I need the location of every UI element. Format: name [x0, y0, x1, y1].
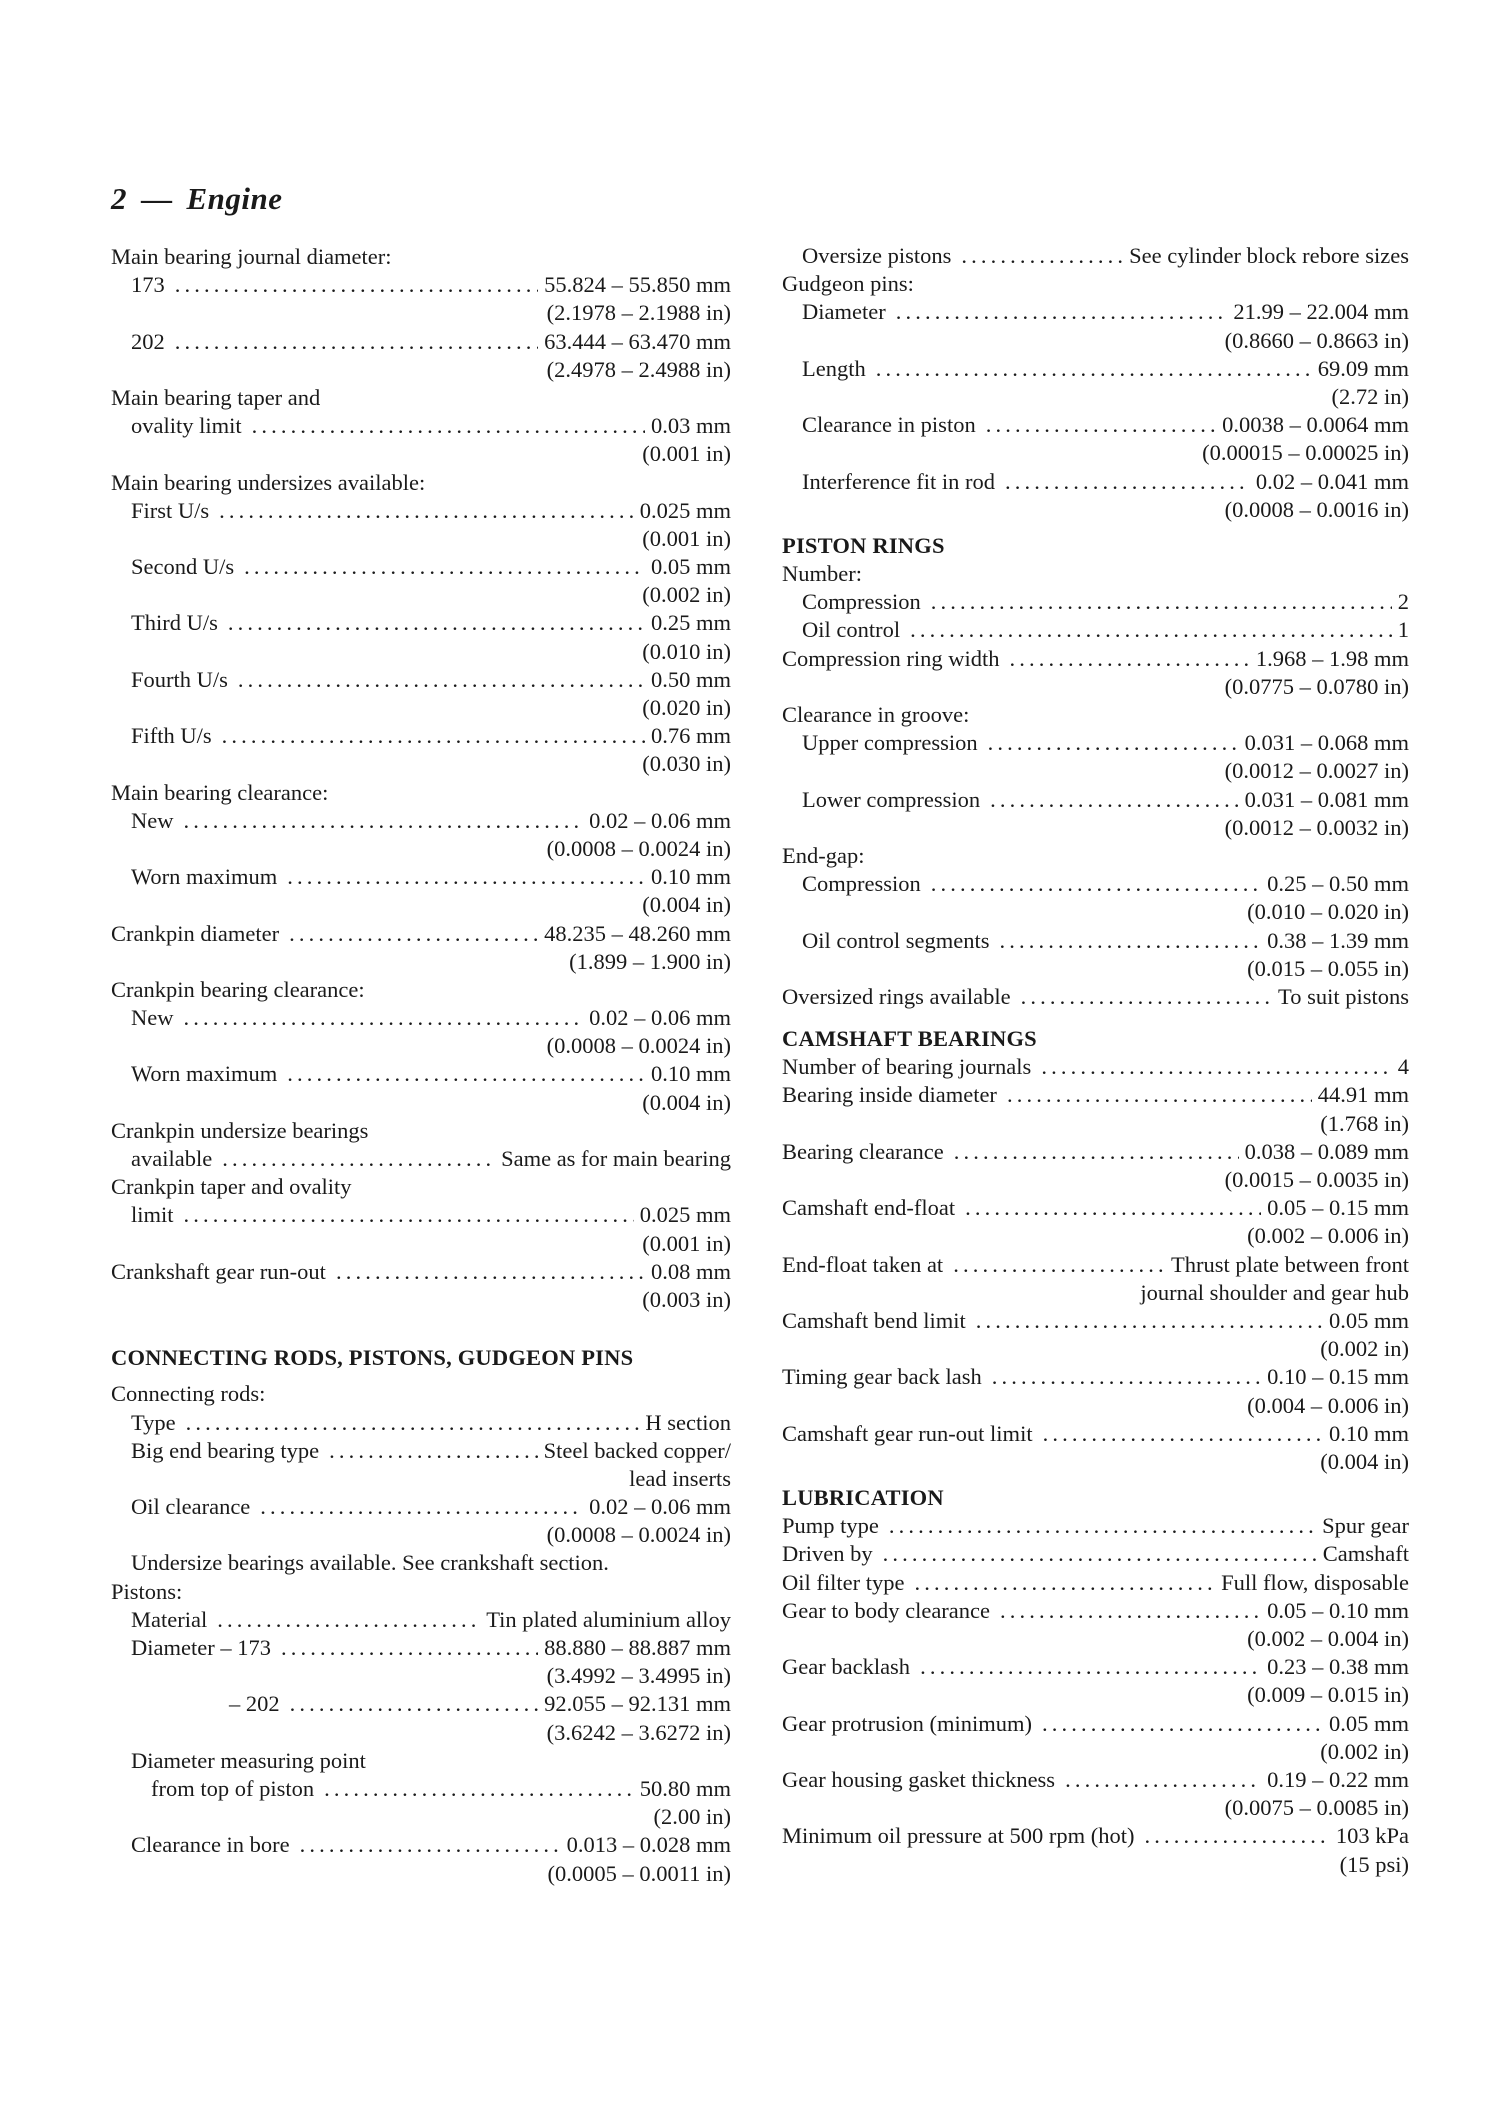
- spec-heading: End-gap:: [782, 842, 865, 868]
- dot-leader: [961, 242, 1123, 270]
- spec-label: Type: [131, 1409, 176, 1435]
- dot-leader: [290, 1690, 538, 1718]
- spec-subvalue: (0.003 in): [642, 1286, 731, 1312]
- spec-note: Undersize bearings available. See crankshaft section.: [131, 1550, 609, 1576]
- spec-row: [782, 468, 1409, 496]
- spec-label: Oversize pistons: [802, 243, 952, 268]
- spec-row: [782, 1822, 1409, 1850]
- spec-row: [782, 242, 1409, 270]
- spec-value: 0.25 mm: [650, 610, 731, 636]
- dot-leader: [244, 553, 645, 581]
- spec-value: 0.19 – 0.22 mm: [1267, 1766, 1409, 1792]
- spec-subvalue: (1.899 – 1.900 in): [569, 948, 731, 974]
- dot-leader: [1000, 1597, 1261, 1625]
- spec-value: 0.76 mm: [650, 723, 731, 749]
- spec-heading: Crankpin taper and ovality: [111, 1174, 352, 1200]
- dot-leader: [910, 616, 1392, 644]
- spec-row: [111, 412, 731, 440]
- spec-subvalue: (2.72 in): [1331, 383, 1409, 409]
- spec-row: [111, 328, 731, 356]
- spec-subvalue: (0.8660 – 0.8663 in): [1224, 327, 1409, 353]
- spec-subvalue: (0.0008 – 0.0016 in): [1224, 496, 1409, 522]
- spec-row: [782, 645, 1409, 673]
- spec-subvalue: journal shoulder and gear hub: [1140, 1279, 1409, 1305]
- spec-row: [782, 298, 1409, 326]
- spec-value: 48.235 – 48.260 mm: [544, 920, 731, 946]
- spec-subvalue: (0.004 – 0.006 in): [1247, 1392, 1409, 1418]
- spec-value: Full flow, disposable: [1221, 1569, 1409, 1595]
- spec-label: available: [131, 1146, 213, 1171]
- dot-leader: [1010, 645, 1250, 673]
- spec-value: Thrust plate between front: [1170, 1251, 1409, 1277]
- spec-label: Third U/s: [131, 610, 218, 636]
- spec-label: New: [131, 1005, 174, 1031]
- section-gap: [111, 1314, 731, 1344]
- dot-leader: [175, 328, 538, 356]
- spec-value: To suit pistons: [1278, 983, 1409, 1009]
- spec-label: 202: [131, 328, 165, 354]
- dot-leader: [252, 412, 645, 440]
- dot-leader: [217, 1606, 480, 1634]
- spec-heading: Connecting rods:: [111, 1381, 266, 1407]
- spec-heading: Diameter measuring point: [131, 1747, 366, 1773]
- spec-label: Camshaft end-float: [782, 1195, 956, 1221]
- spec-subvalue: (1.768 in): [1320, 1110, 1409, 1136]
- spec-label: Clearance in bore: [131, 1832, 290, 1858]
- dot-leader: [222, 722, 645, 750]
- dot-leader: [883, 1540, 1317, 1568]
- spec-subvalue: (0.0005 – 0.0011 in): [547, 1860, 731, 1886]
- spec-row: [782, 616, 1409, 644]
- spec-row: [111, 553, 731, 581]
- spec-subvalue: (0.0008 – 0.0024 in): [546, 835, 731, 861]
- spec-value: 69.09 mm: [1317, 355, 1409, 381]
- dot-leader: [175, 271, 538, 299]
- spec-subvalue: (0.002 – 0.004 in): [1247, 1626, 1409, 1651]
- spec-label: Worn maximum: [131, 864, 278, 890]
- spec-value: 63.444 – 63.470 mm: [544, 328, 731, 354]
- spec-value: 1: [1397, 617, 1409, 643]
- spec-label: Lower compression: [802, 786, 981, 812]
- dot-leader: [1144, 1822, 1329, 1850]
- spec-subvalue: (3.6242 – 3.6272 in): [546, 1719, 731, 1745]
- spec-label: Bearing inside diameter: [782, 1082, 997, 1108]
- dot-leader: [219, 497, 634, 525]
- dot-leader: [931, 588, 1392, 616]
- spec-label: Pump type: [782, 1513, 879, 1539]
- section-title: CONNECTING RODS, PISTONS, GUDGEON PINS: [111, 1345, 634, 1371]
- spec-label: New: [131, 807, 174, 833]
- spec-value: 0.05 mm: [650, 554, 731, 580]
- spec-label: Length: [802, 355, 866, 381]
- header-separator: —: [141, 181, 173, 216]
- spec-label: Fifth U/s: [131, 723, 212, 749]
- page-number: 2: [111, 181, 127, 216]
- spec-heading: Main bearing taper and: [111, 384, 321, 410]
- spec-subvalue: (0.010 in): [642, 638, 731, 664]
- spec-row: [782, 411, 1409, 439]
- spec-label: Big end bearing type: [131, 1437, 320, 1463]
- spec-row: [111, 1690, 731, 1718]
- spec-row: [782, 1138, 1409, 1166]
- spec-label: Compression ring width: [782, 645, 1000, 671]
- dot-leader: [965, 1194, 1261, 1222]
- spec-label: Interference fit in rod: [802, 468, 996, 494]
- spec-row: [111, 666, 731, 694]
- spec-row: [782, 588, 1409, 616]
- spec-subvalue: (0.009 – 0.015 in): [1247, 1682, 1409, 1708]
- dot-leader: [300, 1831, 561, 1859]
- spec-row: [111, 1634, 731, 1662]
- spec-row: [782, 1710, 1409, 1738]
- dot-leader: [920, 1653, 1261, 1681]
- spec-subvalue: (2.1978 – 2.1988 in): [546, 300, 731, 326]
- spec-subvalue: (0.001 in): [642, 525, 731, 551]
- spec-value: Tin plated aluminium alloy: [486, 1606, 731, 1632]
- spec-value: 44.91 mm: [1317, 1082, 1409, 1108]
- dot-leader: [992, 1363, 1261, 1391]
- spec-subvalue: (15 psi): [1339, 1851, 1409, 1877]
- spec-subvalue: (0.001 in): [642, 441, 731, 467]
- spec-subvalue: (0.00015 – 0.00025 in): [1202, 440, 1409, 466]
- spec-row: [111, 1437, 731, 1465]
- spec-subvalue: (0.0012 – 0.0027 in): [1224, 758, 1409, 784]
- spec-value: 0.038 – 0.089 mm: [1244, 1138, 1409, 1164]
- spec-subvalue: lead inserts: [629, 1465, 731, 1491]
- spec-row: [111, 1060, 731, 1088]
- spec-subvalue: (0.020 in): [642, 695, 731, 720]
- dot-leader: [990, 786, 1239, 814]
- spec-value: 0.025 mm: [639, 1202, 731, 1228]
- spec-value: Same as for main bearing: [501, 1146, 731, 1171]
- spec-row: [782, 870, 1409, 898]
- spec-subvalue: (3.4992 – 3.4995 in): [546, 1663, 731, 1689]
- spec-subvalue: (0.004 in): [642, 892, 731, 918]
- spec-value: 0.25 – 0.50 mm: [1267, 871, 1409, 897]
- spec-label: Oil control: [802, 617, 901, 643]
- spec-subvalue: (0.015 – 0.055 in): [1247, 955, 1409, 981]
- spec-value: 0.031 – 0.081 mm: [1244, 786, 1409, 812]
- spec-value: 0.02 – 0.06 mm: [589, 1494, 731, 1520]
- section-title: PISTON RINGS: [782, 532, 945, 558]
- spec-row: [111, 1145, 731, 1173]
- spec-row: [782, 1512, 1409, 1540]
- spec-label: – 202: [229, 1691, 280, 1717]
- spec-row: [111, 863, 731, 891]
- dot-leader: [336, 1258, 645, 1286]
- spec-label: Diameter: [802, 299, 886, 325]
- dot-leader: [183, 807, 583, 835]
- spec-row: [782, 355, 1409, 383]
- spec-label: Oil control segments: [802, 927, 990, 953]
- spec-label: Material: [131, 1606, 208, 1632]
- spec-heading: Gudgeon pins:: [782, 271, 914, 297]
- dot-leader: [889, 1512, 1316, 1540]
- spec-row: [111, 1258, 731, 1286]
- spec-heading: Pistons:: [111, 1578, 183, 1604]
- page-header: [111, 181, 283, 217]
- spec-label: Camshaft gear run-out limit: [782, 1420, 1033, 1446]
- spec-value: 0.013 – 0.028 mm: [566, 1832, 731, 1858]
- spec-subvalue: (0.0775 – 0.0780 in): [1224, 673, 1409, 699]
- spec-value: 0.025 mm: [639, 497, 731, 523]
- spec-label: Diameter – 173: [131, 1635, 271, 1660]
- spec-value: 0.38 – 1.39 mm: [1267, 927, 1409, 953]
- dot-leader: [228, 609, 645, 637]
- dot-leader: [186, 1409, 640, 1437]
- spec-subvalue: (0.002 in): [1320, 1336, 1409, 1362]
- spec-row: [782, 786, 1409, 814]
- spec-subvalue: (0.0008 – 0.0024 in): [546, 1522, 731, 1548]
- dot-leader: [1005, 468, 1250, 496]
- spec-row: [782, 1569, 1409, 1597]
- right-column: [782, 242, 1409, 1879]
- dot-leader: [281, 1634, 538, 1662]
- spec-label: Clearance in piston: [802, 412, 976, 438]
- spec-subvalue: (0.002 in): [642, 582, 731, 608]
- spec-value: 0.02 – 0.041 mm: [1255, 468, 1409, 494]
- spec-row: [111, 1201, 731, 1229]
- spec-value: 0.02 – 0.06 mm: [589, 807, 731, 833]
- spec-row: [111, 271, 731, 299]
- section-title: LUBRICATION: [782, 1485, 944, 1511]
- spec-label: Fourth U/s: [131, 666, 228, 692]
- spec-value: 0.10 mm: [650, 864, 731, 890]
- spec-row: [782, 1766, 1409, 1794]
- spec-value: 0.10 mm: [650, 1061, 731, 1087]
- spec-value: 0.05 – 0.10 mm: [1267, 1597, 1409, 1623]
- spec-row: [111, 1004, 731, 1032]
- dot-leader: [289, 920, 538, 948]
- spec-value: 2: [1397, 589, 1409, 615]
- dot-leader: [954, 1138, 1239, 1166]
- dot-leader: [1043, 1420, 1323, 1448]
- spec-value: 0.50 mm: [650, 666, 731, 692]
- spec-label: Gear protrusion (minimum): [782, 1710, 1032, 1736]
- dot-leader: [238, 666, 645, 694]
- spec-row: [111, 1606, 731, 1634]
- dot-leader: [1042, 1710, 1323, 1738]
- spec-label: Timing gear back lash: [782, 1364, 982, 1390]
- spec-subvalue: (0.0008 – 0.0024 in): [546, 1033, 731, 1059]
- dot-leader: [876, 355, 1312, 383]
- spec-row: [782, 983, 1409, 1011]
- spec-row: [782, 1597, 1409, 1625]
- spec-row: [782, 1251, 1409, 1279]
- spec-label: Crankshaft gear run-out: [111, 1258, 326, 1284]
- spec-label: Driven by: [782, 1541, 873, 1567]
- spec-value: 0.03 mm: [650, 413, 731, 439]
- spec-value: 92.055 – 92.131 mm: [544, 1691, 731, 1717]
- dot-leader: [1041, 1053, 1391, 1081]
- spec-value: Spur gear: [1322, 1513, 1409, 1539]
- spec-subvalue: (0.004 in): [642, 1089, 731, 1115]
- dot-leader: [287, 1060, 645, 1088]
- spec-label: Crankpin diameter: [111, 920, 280, 946]
- spec-value: 0.05 mm: [1328, 1307, 1409, 1333]
- spec-label: Minimum oil pressure at 500 rpm (hot): [782, 1823, 1135, 1849]
- spec-heading: Clearance in groove:: [782, 702, 970, 727]
- dot-leader: [222, 1145, 495, 1173]
- spec-label: Compression: [802, 871, 921, 897]
- spec-row: [782, 729, 1409, 757]
- spec-label: Bearing clearance: [782, 1138, 944, 1164]
- spec-subvalue: (0.010 – 0.020 in): [1247, 899, 1409, 925]
- dot-leader: [329, 1437, 538, 1465]
- dot-leader: [999, 927, 1261, 955]
- spec-label: ovality limit: [131, 413, 242, 439]
- dot-leader: [1065, 1766, 1261, 1794]
- spec-subvalue: (0.030 in): [642, 751, 731, 777]
- spec-heading: Crankpin undersize bearings: [111, 1117, 369, 1143]
- spec-row: [782, 1363, 1409, 1391]
- chapter-title: Engine: [186, 181, 283, 216]
- spec-label: Oil filter type: [782, 1569, 905, 1595]
- dot-leader: [986, 411, 1216, 439]
- spec-value: 21.99 – 22.004 mm: [1233, 299, 1409, 325]
- spec-value: 88.880 – 88.887 mm: [544, 1635, 731, 1660]
- spec-label: Camshaft bend limit: [782, 1307, 966, 1333]
- dot-leader: [976, 1307, 1323, 1335]
- spec-row: [782, 1081, 1409, 1109]
- spec-label: limit: [131, 1202, 174, 1228]
- dot-leader: [287, 863, 645, 891]
- spec-heading: Main bearing journal diameter:: [111, 244, 392, 269]
- spec-value: See cylinder block rebore sizes: [1129, 243, 1409, 268]
- spec-label: First U/s: [131, 497, 210, 523]
- spec-row: [782, 927, 1409, 955]
- spec-row: [782, 1540, 1409, 1568]
- spec-label: Gear housing gasket thickness: [782, 1766, 1056, 1792]
- spec-row: [111, 1493, 731, 1521]
- spec-subvalue: (2.4978 – 2.4988 in): [546, 356, 731, 382]
- spec-subvalue: (0.0075 – 0.0085 in): [1224, 1795, 1409, 1821]
- spec-row: [111, 1775, 731, 1803]
- spec-subvalue: (0.001 in): [642, 1230, 731, 1256]
- spec-row: [782, 1653, 1409, 1681]
- spec-subvalue: (0.002 in): [1320, 1738, 1409, 1764]
- spec-row: [111, 609, 731, 637]
- dot-leader: [953, 1251, 1165, 1279]
- spec-value: 0.08 mm: [650, 1258, 731, 1284]
- spec-heading: Main bearing undersizes available:: [111, 469, 426, 495]
- dot-leader: [324, 1775, 634, 1803]
- dot-leader: [183, 1004, 583, 1032]
- section-title: CAMSHAFT BEARINGS: [782, 1026, 1037, 1052]
- spec-heading: Number:: [782, 561, 862, 587]
- spec-label: Worn maximum: [131, 1061, 278, 1087]
- spec-value: 50.80 mm: [639, 1775, 731, 1801]
- spec-value: 4: [1397, 1054, 1409, 1080]
- dot-leader: [1007, 1081, 1312, 1109]
- spec-row: [782, 1194, 1409, 1222]
- dot-leader: [896, 298, 1228, 326]
- dot-leader: [931, 870, 1261, 898]
- spec-value: 0.10 – 0.15 mm: [1267, 1364, 1409, 1390]
- dot-leader: [1021, 983, 1272, 1011]
- dot-leader: [914, 1569, 1215, 1597]
- spec-label: Compression: [802, 589, 921, 615]
- spec-label: 173: [131, 272, 165, 298]
- spec-label: Oversized rings available: [782, 983, 1011, 1009]
- spec-label: Gear backlash: [782, 1654, 911, 1680]
- spec-row: [782, 1307, 1409, 1335]
- spec-row: [111, 920, 731, 948]
- dot-leader: [260, 1493, 583, 1521]
- spec-subvalue: (0.0015 – 0.0035 in): [1224, 1167, 1409, 1192]
- spec-value: 0.10 mm: [1328, 1420, 1409, 1446]
- spec-value: 0.0038 – 0.0064 mm: [1222, 412, 1409, 438]
- left-column: [111, 243, 731, 1888]
- spec-subvalue: (2.00 in): [653, 1804, 731, 1830]
- spec-value: 55.824 – 55.850 mm: [544, 272, 731, 298]
- spec-value: 0.02 – 0.06 mm: [589, 1005, 731, 1031]
- spec-label: Second U/s: [131, 554, 235, 580]
- spec-label: from top of piston: [151, 1775, 315, 1801]
- spec-row: [782, 1053, 1409, 1081]
- spec-row: [111, 722, 731, 750]
- spec-value: 103 kPa: [1335, 1823, 1409, 1849]
- spec-label: Number of bearing journals: [782, 1054, 1032, 1080]
- spec-row: [111, 1831, 731, 1859]
- spec-value: 0.05 mm: [1328, 1710, 1409, 1736]
- spec-label: Upper compression: [802, 730, 978, 756]
- spec-row: [111, 1409, 731, 1437]
- dot-leader: [184, 1201, 634, 1229]
- spec-value: 0.05 – 0.15 mm: [1267, 1195, 1409, 1221]
- spec-heading: Main bearing clearance:: [111, 779, 329, 805]
- spec-label: Oil clearance: [131, 1494, 251, 1520]
- spec-heading: Crankpin bearing clearance:: [111, 976, 365, 1002]
- dot-leader: [988, 729, 1239, 757]
- spec-subvalue: (0.002 – 0.006 in): [1247, 1223, 1409, 1249]
- spec-subvalue: (0.004 in): [1320, 1448, 1409, 1474]
- spec-row: [782, 1420, 1409, 1448]
- spec-value: 0.031 – 0.068 mm: [1244, 730, 1409, 756]
- spec-value: Steel backed copper/: [543, 1437, 731, 1463]
- spec-label: Gear to body clearance: [782, 1597, 991, 1623]
- spec-label: End-float taken at: [782, 1251, 944, 1277]
- spec-subvalue: (0.0012 – 0.0032 in): [1224, 814, 1409, 840]
- spec-value: 1.968 – 1.98 mm: [1255, 645, 1409, 671]
- spec-value: H section: [645, 1409, 731, 1435]
- spec-value: 0.23 – 0.38 mm: [1267, 1654, 1409, 1680]
- spec-value: Camshaft: [1322, 1541, 1409, 1567]
- spec-row: [111, 497, 731, 525]
- spec-row: [111, 807, 731, 835]
